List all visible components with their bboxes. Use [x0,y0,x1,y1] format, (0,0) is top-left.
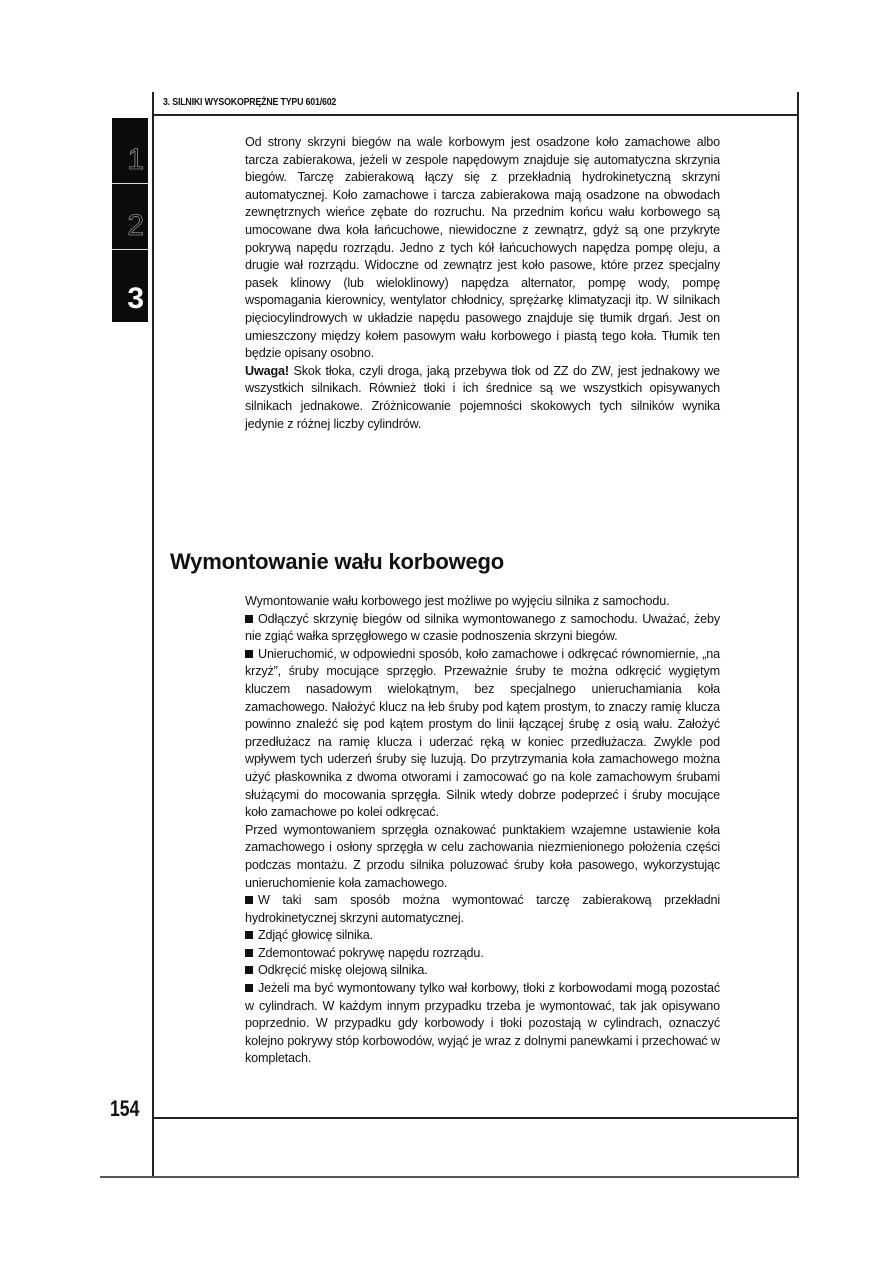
continuation-paragraph: Przed wymontowaniem sprzęgła oznakować punktakiem wzajemne ustawienie koła zamachowego i osłony sprzęgła w celu zachowania niezmienionego położenia części podczas montażu. Z przodu silnika poluzować śruby koła pasowego, wykorzystując unieruchomienie koła zamachowego. [245,822,720,890]
note-label: Uwaga! [245,363,289,378]
intro-text [245,134,720,433]
note-text: Skok tłoka, czyli droga, jaką przebywa tłok od ZZ do ZW, jest jednakowy we wszystkich silnikach. Również tłoki i ich średnice są we wszystkich opisywanych silnikach jednakowe. Zróżnicowanie pojemności skokowych tych silników wynika jedynie z różnej liczby cylindrów. [245,363,720,431]
chapter-tab-1: 1 [112,118,148,184]
footer-rule [152,1117,799,1119]
page-bottom-rule [100,1176,799,1178]
step-item: Odkręcić miskę olejową silnika. [245,962,720,980]
bullet-square-icon [245,966,253,974]
step-item: W taki sam sposób można wymontować tarczę zabierakową przekładni hydrokinetycznej skrzyni automatycznej. [245,893,720,925]
bullet-square-icon [245,615,253,623]
bullet-square-icon [245,650,253,658]
chapter-tabs [112,118,148,322]
step-item: Zdemontować pokrywę napędu rozrządu. [245,945,720,963]
bullet-square-icon [245,949,253,957]
bullet-square-icon [245,931,253,939]
page-frame-right-line [797,92,799,1178]
chapter-tab-2: 2 [112,184,148,250]
bullet-square-icon [245,984,253,992]
section-body [245,593,720,1068]
step-item: Zdjąć głowicę silnika. [245,927,720,945]
section-title: Wymontowanie wału korbowego [170,549,504,574]
step-item: Jeżeli ma być wymontowany tylko wał korbowy, tłoki z korbowodami mogą pozostać w cylindrach. W każdym innym przypadku trzeba je wymontować, tak jak opisywano poprzednio. W przypadku gdy korbowody i tłoki pozostają w cylindrach, oznaczyć kolejno pokrywy stóp korbowodów, wyjąć je wraz z dolnymi panewkami i przechować w kompletach. [245,981,720,1066]
bullet-square-icon [245,896,253,904]
intro-paragraph: Od strony skrzyni biegów na wale korbowym jest osadzone koło zamachowe albo tarcza zabierakowa, jeżeli w zespole napędowym znajduje się automatyczna skrzynia biegów. Tarczę zabierakową łączy się z przekładnią hydrokinetyczną skrzyni automatycznej. Koło zamachowe i tarcza zabierakowa mają osadzone na obwodach zewnętrznych wieńce zębate do rozruchu. Na przednim końcu wału korbowego są umocowane dwa koła łańcuchowe, niewidoczne z zewnątrz, gdyż są one przykryte pokrywą napędu rozrządu. Jedno z tych kół łańcuchowych napędza pompę oleju, a drugie wał rozrządu. Widoczne od zewnątrz jest koło pasowe, które przez specjalny pasek klinowy (lub wieloklinowy) napędza alternator, pompę wody, pompę wspomagania kierownicy, wentylator chłodnicy, sprężarkę klimatyzacji itp. W silnikach pięciocylindrowych w układzie napędu pasowego znajduje się tłumik drgań. Jest on umieszczony między kołem pasowym wału korbowego i piastą tego koła. Tłumik ten będzie opisany osobno. [245,135,720,361]
chapter-tab-3-active: 3 [112,250,148,322]
running-head: 3. SILNIKI WYSOKOPRĘŻNE TYPU 601/602 [163,97,337,108]
page-frame-left-line [152,92,154,1178]
header-rule [152,114,799,116]
page-number: 154 [110,1096,140,1121]
step-item: Unieruchomić, w odpowiedni sposób, koło zamachowe i odkręcać równomiernie, „na krzyż”, śruby mocujące sprzęgło. Przeważnie śruby te można odkręcić wygiętym kluczem nasadowym wielokątnym, bez specjalnego unieruchamiania koła zamachowego. Nałożyć klucz na łeb śruby pod kątem prostym, to znaczy ramię klucza powinno znaleźć się pod kątem prostym do linii łączącej śrubę z osią wału. Założyć przedłużacz na ramię klucza i uderzać ręką w koniec przedłużacza. Zwykle pod wpływem tych uderzeń śruby się luzują. Do przytrzymania koła zamachowego można użyć płaskownika z dwoma otworami i zamocować go na kole zamachowym śrubami służącymi do mocowania sprzęgła. Silnik wtedy dobrze podeprzeć i śruby mocujące koło zamachowe po kolei odkręcać. [245,646,720,820]
note-paragraph [245,363,720,433]
step-item: Odłączyć skrzynię biegów od silnika wymontowanego z samochodu. Uważać, żeby nie zgiąć wałka sprzęgłowego w czasie podnoszenia skrzyni biegów. [245,611,720,644]
section-intro: Wymontowanie wału korbowego jest możliwe po wyjęciu silnika z samochodu. [245,594,670,608]
